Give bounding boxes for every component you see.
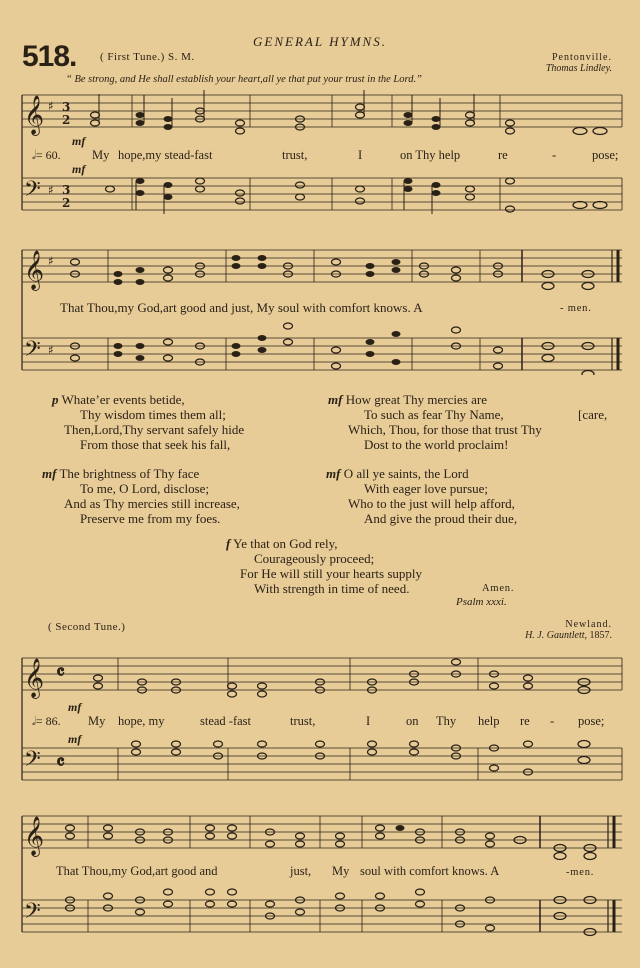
tune2-system-1 (0, 650, 640, 785)
tune1-line2-text: That Thou,my God,art good and just, My soul with comfort knows. A (60, 300, 423, 315)
tune2-line1-word: hope, my (118, 714, 165, 728)
svg-text:𝄢: 𝄢 (24, 177, 41, 207)
svg-text:♯: ♯ (48, 183, 54, 197)
tune1-line1-word: - (552, 148, 557, 162)
section-title: GENERAL HYMNS. (253, 34, 387, 49)
svg-text:♯: ♯ (48, 99, 54, 113)
verse-line: With eager love pursue; (364, 481, 489, 496)
hymn-number: 518. (22, 40, 77, 73)
half-note-icon: 𝅗𝅥 (32, 148, 36, 162)
tune2-line1-word: pose; (578, 714, 605, 728)
tune1-line1-word: re (498, 148, 508, 162)
tune2-line1-word: help (478, 714, 500, 728)
tune1-line2-amen: - men. (560, 303, 592, 314)
verse-dynamic: f (226, 536, 231, 551)
tune2-name: Newland. (565, 619, 612, 630)
verse-line (326, 466, 469, 482)
tune2-label: ( Second Tune.) (48, 621, 126, 633)
verse-line: To me, O Lord, disclose; (80, 481, 210, 496)
svg-text:𝄢: 𝄢 (24, 747, 41, 777)
svg-text:𝄢: 𝄢 (24, 337, 41, 367)
verse-text: Ye that on God rely, (233, 536, 338, 551)
tune2-line2-word: My (332, 864, 350, 878)
svg-text:𝄢: 𝄢 (24, 899, 41, 929)
verse-text: O all ye saints, the Lord (343, 466, 469, 481)
tune1-system-2 (0, 240, 640, 375)
svg-text:♯: ♯ (48, 343, 54, 357)
verse-line: And as Thy mercies still increase, (64, 496, 240, 511)
tune1-tempo (32, 148, 61, 163)
svg-text:𝄞: 𝄞 (24, 816, 45, 856)
verse-dynamic: mf (42, 466, 57, 481)
tune2-line1-word: stead -fast (200, 714, 252, 728)
tune2-line1-word: re (520, 714, 530, 728)
verse-line: Preserve me from my foes. (80, 511, 221, 526)
tune1-line1-word: My (92, 148, 110, 162)
svg-text:𝄴: 𝄴 (56, 750, 65, 774)
tune2-dynamic-treble: mf (68, 700, 82, 714)
tune2-composer-year: , 1857. (584, 630, 612, 641)
verse-dynamic: mf (328, 392, 343, 407)
svg-text:3: 3 (62, 100, 71, 114)
tune2-line1-word: - (550, 714, 555, 728)
tune2-line1-word: My (88, 714, 106, 728)
verse-text: The brightness of Thy face (59, 466, 200, 481)
svg-text:𝄞: 𝄞 (24, 95, 45, 135)
verse-text: Whate’er events betide, (61, 392, 185, 407)
verse-dynamic: p (52, 392, 59, 407)
verse-line: Then,Lord,Thy servant safely hide (64, 422, 245, 437)
verse-line (52, 392, 185, 408)
verse-line: Which, Thou, for those that trust Thy (348, 422, 542, 437)
verse-line: For He will still your hearts supply (240, 566, 422, 581)
svg-text:♯: ♯ (48, 254, 54, 268)
epigraph: “ Be strong, and He shall establish your heart,all ye that put your trust in the Lord.” (66, 74, 422, 85)
tune2-dynamic-bass: mf (68, 732, 82, 746)
svg-text:𝄴: 𝄴 (56, 660, 65, 684)
tune1-line1-word: hope,my stead-fast (118, 148, 213, 162)
tune2-line1-word: I (366, 714, 371, 728)
tune1-tempo-value: = 60. (35, 148, 61, 162)
verse-line: Courageously proceed; (254, 551, 375, 566)
verse-line: To such as fear Thy Name, (364, 407, 504, 422)
tune2-line2-word: -men. (566, 867, 595, 878)
verse-dynamic: mf (326, 466, 341, 481)
verse-text: How great Thy mercies are (345, 392, 487, 407)
page-header (0, 0, 640, 90)
svg-text:2: 2 (62, 196, 71, 210)
verse-line: With strength in time of need. (254, 581, 410, 596)
verse-line: Thy wisdom times them all; (80, 407, 226, 422)
verse-line (328, 392, 487, 408)
tune2-line1-word: on (406, 714, 419, 728)
svg-text:𝄞: 𝄞 (24, 250, 45, 290)
tune1-line1-word: on Thy help (400, 148, 461, 162)
verse-line: And give the proud their due, (364, 511, 518, 526)
tune2-line1-word: Thy (436, 714, 457, 728)
tune2-composer (525, 630, 612, 641)
half-note-icon: 𝅗𝅥 (32, 714, 36, 728)
tune2-composer-name: H. J. Gauntlett (525, 630, 585, 641)
verse-line: From those that seek his fall, (80, 437, 231, 452)
tune2-tempo-value: = 86. (35, 714, 61, 728)
verse-overflow: [care, (578, 407, 608, 422)
tune1-line1-word: trust, (282, 148, 308, 162)
tune1-system-1 (0, 90, 640, 220)
tune1-label: ( First Tune.) S. M. (100, 51, 195, 63)
tune2-line1-word: trust, (290, 714, 316, 728)
tune1-line1-word: pose; (592, 148, 619, 162)
verse-line (226, 536, 337, 552)
verse-line: Dost to the world proclaim! (364, 437, 509, 452)
tune2-line2-word: soul with comfort knows. A (360, 864, 500, 878)
svg-text:𝄞: 𝄞 (24, 658, 45, 698)
verse-amen: Amen. (482, 583, 515, 594)
tune1-dynamic-treble: mf (72, 134, 86, 148)
psalm-reference: Psalm xxxi. (456, 596, 507, 608)
svg-text:2: 2 (62, 113, 71, 127)
verse-line: Who to the just will help afford, (348, 496, 515, 511)
tune2-line2-word: just, (290, 864, 312, 878)
tune1-composer: Thomas Lindley. (545, 63, 612, 74)
tune2-system-2 (0, 806, 640, 941)
tune1-name: Pentonville. (551, 52, 612, 63)
verse-line (42, 466, 199, 482)
tune1-line1-word: I (358, 148, 363, 162)
tune1-dynamic-bass: mf (72, 162, 86, 176)
svg-text:3: 3 (62, 183, 71, 197)
tune2-line2-word: That Thou,my God,art good and (56, 864, 218, 878)
tune2-tempo (32, 714, 61, 729)
